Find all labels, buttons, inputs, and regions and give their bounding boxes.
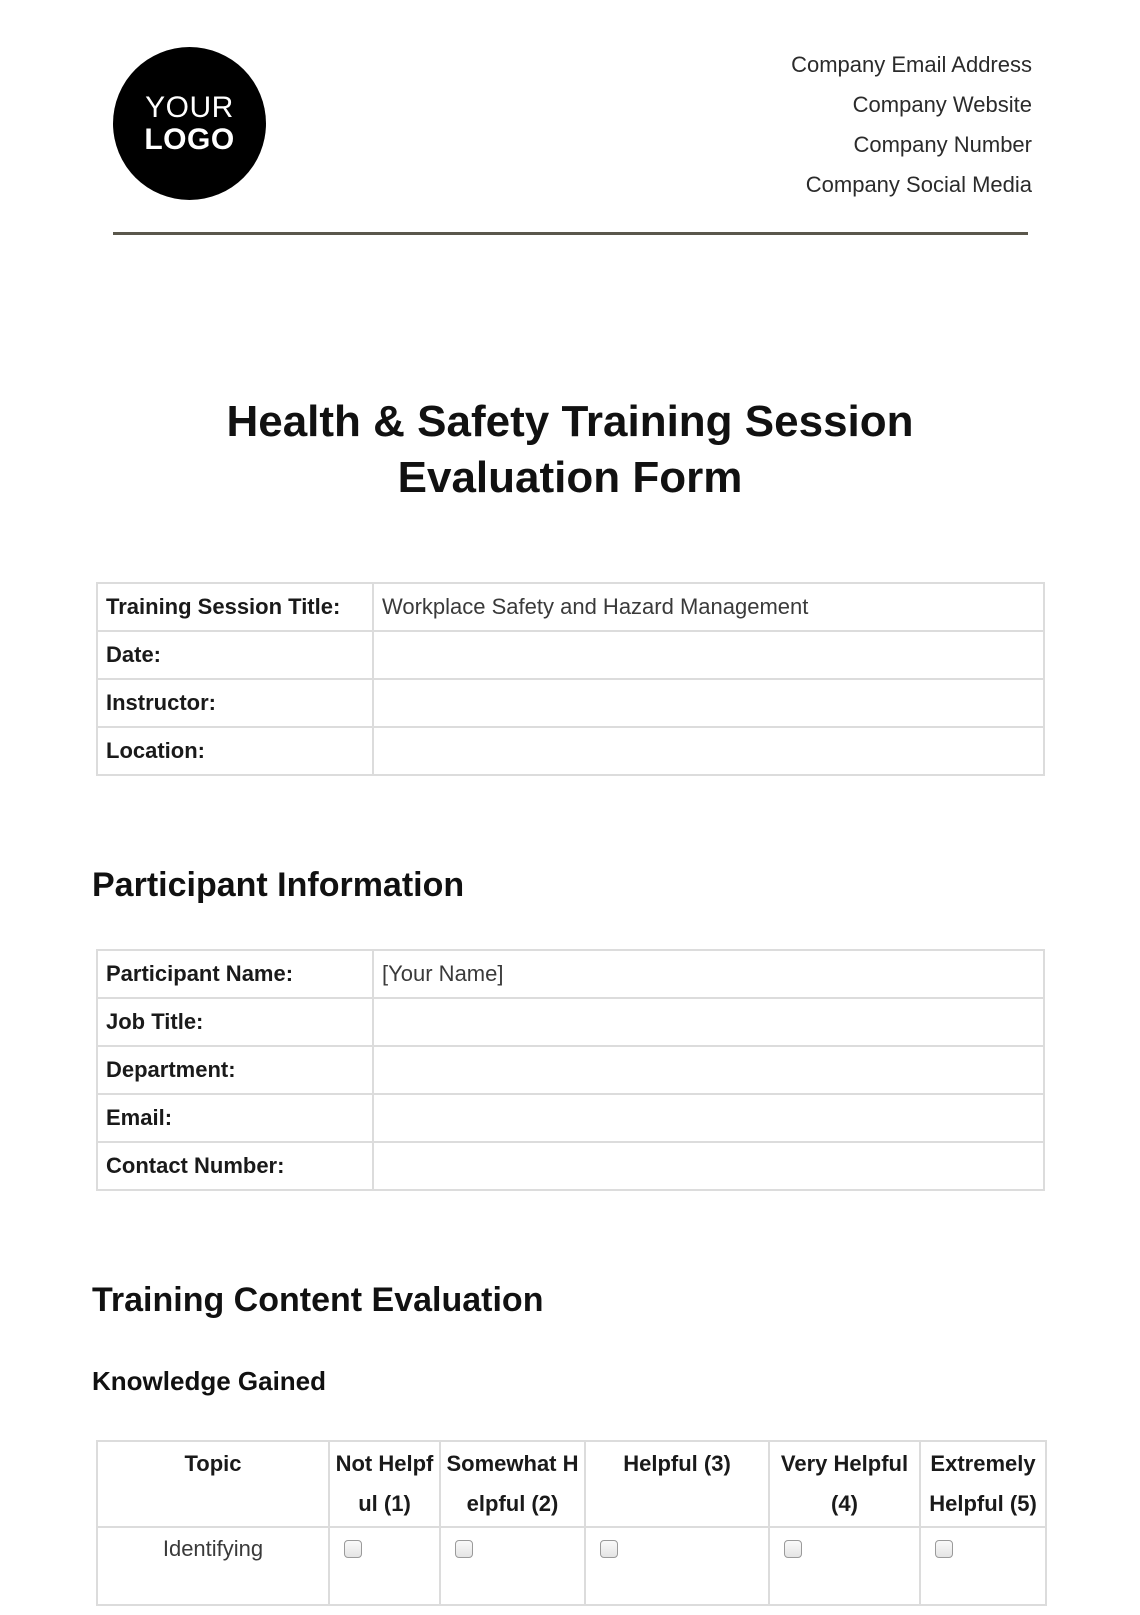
table-row xyxy=(97,1094,1044,1142)
column-header-extremely-helpful: Extremely Helpful (5) xyxy=(920,1441,1046,1527)
job-title-field[interactable] xyxy=(373,998,1044,1046)
logo-line-2: LOGO xyxy=(144,122,235,156)
table-row xyxy=(97,583,1044,631)
location-field[interactable] xyxy=(373,727,1044,775)
rating-cell xyxy=(329,1527,440,1605)
field-label: Email: xyxy=(97,1094,373,1142)
rating-cell xyxy=(440,1527,585,1605)
header-divider xyxy=(113,232,1028,235)
company-social: Company Social Media xyxy=(805,172,1032,197)
rating-2-checkbox[interactable] xyxy=(455,1540,473,1558)
table-row xyxy=(97,631,1044,679)
rating-cell xyxy=(585,1527,769,1605)
company-number: Company Number xyxy=(853,132,1032,157)
field-label: Date: xyxy=(97,631,373,679)
department-field[interactable] xyxy=(373,1046,1044,1094)
rating-5-checkbox[interactable] xyxy=(935,1540,953,1558)
rating-cell xyxy=(769,1527,920,1605)
column-header-topic: Topic xyxy=(97,1441,329,1527)
contact-number-field[interactable] xyxy=(373,1142,1044,1190)
rating-cell xyxy=(920,1527,1046,1605)
field-label: Training Session Title: xyxy=(97,583,373,631)
rating-4-checkbox[interactable] xyxy=(784,1540,802,1558)
field-label: Department: xyxy=(97,1046,373,1094)
column-header-helpful: Helpful (3) xyxy=(585,1441,769,1527)
logo-line-1: YOUR xyxy=(145,91,234,124)
instructor-field[interactable] xyxy=(373,679,1044,727)
knowledge-rating-table xyxy=(96,1440,1047,1606)
column-header-somewhat-helpful: Somewhat Helpful (2) xyxy=(440,1441,585,1527)
column-header-not-helpful: Not Helpful (1) xyxy=(329,1441,440,1527)
field-label: Contact Number: xyxy=(97,1142,373,1190)
participant-name-field[interactable]: [Your Name] xyxy=(373,950,1044,998)
table-row xyxy=(97,1527,1046,1605)
table-row xyxy=(97,1046,1044,1094)
column-header-very-helpful: Very Helpful (4) xyxy=(769,1441,920,1527)
email-field[interactable] xyxy=(373,1094,1044,1142)
table-row xyxy=(97,998,1044,1046)
field-label: Instructor: xyxy=(97,679,373,727)
participant-info-heading: Participant Information xyxy=(92,866,465,904)
field-label: Location: xyxy=(97,727,373,775)
table-row xyxy=(97,950,1044,998)
participant-info-table xyxy=(96,949,1045,1191)
table-header-row xyxy=(97,1441,1046,1527)
rating-1-checkbox[interactable] xyxy=(344,1540,362,1558)
company-logo xyxy=(113,47,266,200)
table-row xyxy=(97,727,1044,775)
field-label: Participant Name: xyxy=(97,950,373,998)
page-title xyxy=(0,394,1140,506)
rating-3-checkbox[interactable] xyxy=(600,1540,618,1558)
session-title-field[interactable]: Workplace Safety and Hazard Management xyxy=(373,583,1044,631)
company-website: Company Website xyxy=(852,92,1032,117)
date-field[interactable] xyxy=(373,631,1044,679)
field-label: Job Title: xyxy=(97,998,373,1046)
topic-cell: Identifying xyxy=(97,1527,329,1605)
company-contact-block xyxy=(791,48,1032,208)
company-email: Company Email Address xyxy=(791,52,1032,77)
content-eval-heading: Training Content Evaluation xyxy=(92,1281,544,1319)
table-row xyxy=(97,679,1044,727)
knowledge-gained-heading: Knowledge Gained xyxy=(92,1366,327,1396)
session-info-table xyxy=(96,582,1045,776)
title-line-2: Evaluation Form xyxy=(397,453,743,502)
title-line-1: Health & Safety Training Session xyxy=(226,397,914,446)
table-row xyxy=(97,1142,1044,1190)
